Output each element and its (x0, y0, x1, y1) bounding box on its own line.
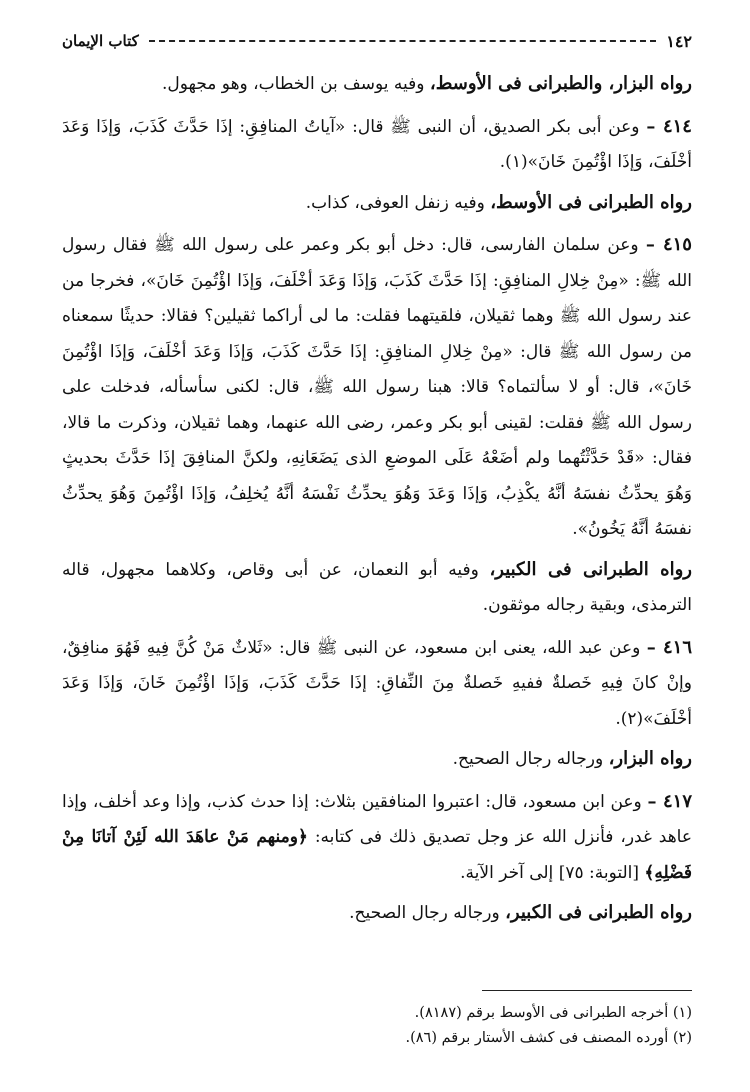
hadith-text: وعن عبد الله، يعنى ابن مسعود، عن النبى ﷺ قال: «ثَلاثٌ مَنْ كُنَّ فِيهِ فَهُوَ منافِقٌ، وإنْ كانَ فِيهِ خَصلةٌ ففيهِ خَصلةٌ مِنَ النِّفاقِ: إذَا حَدَّثَ كَذَبَ، وَإذَا اؤْتُمِنَ خَانَ، وَإذَا وَعَدَ أخْلَفَ»(٢). (62, 637, 692, 729)
page-body (62, 66, 692, 932)
hadith-417 (62, 784, 692, 892)
hadith-text: وعن ابن مسعود، قال: اعتبروا المنافقين بثلاث: إذا حدث كذب، وإذا وعد أخلف، وإذا عاهد غدر، فأنزل الله عز وجل تصديق ذلك فى كتابه: (62, 791, 692, 847)
narration-text: وفيه زنفل العوفى، كذاب. (305, 192, 491, 213)
narration-text: ورجاله رجال الصحيح. (452, 749, 609, 769)
narration-note (62, 66, 692, 103)
narration-source: رواه الطبرانى فى الكبير، (489, 558, 692, 580)
hadith-number: ٤١٦ – (646, 636, 692, 658)
page-header (62, 28, 692, 54)
narration-source: رواه الطبرانى فى الكبير، (505, 902, 692, 923)
narration-text: ورجاله رجال الصحيح. (349, 903, 506, 923)
footnote-1: (١) أخرجه الطبرانى فى الأوسط برقم (٨١٨٧). (414, 1005, 692, 1021)
hadith-415 (62, 227, 692, 548)
narration-note (62, 552, 692, 624)
narration-source: رواه البزار، (608, 748, 692, 769)
footnote-2: (٢) أورده المصنف فى كشف الأستار برقم (٨٦). (405, 1030, 692, 1046)
narration-text: وفيه أبو النعمان، عن أبى وقاص، وكلاهما مجهول، قاله الترمذى، وبقية رجاله موثقون. (62, 559, 692, 615)
narration-note (62, 895, 692, 932)
narration-source: رواه البزار، والطبرانى فى الأوسط، (429, 73, 692, 94)
header-dashed-rule (149, 40, 656, 42)
hadith-416 (62, 630, 692, 738)
narration-note (62, 185, 692, 222)
footnote-rule (482, 990, 692, 991)
book-title: كتاب الإيمان (62, 32, 139, 50)
quran-reference: [التوبة: ٧٥] إلى آخر الآية. (460, 862, 645, 883)
hadith-number: ٤١٥ – (645, 234, 692, 255)
hadith-text: وعن أبى بكر الصديق، أن النبى ﷺ قال: «آياتُ المنافِقِ: إذَا حَدَّثَ كَذَبَ، وَإذَا وَعَدَ أخْلَفَ، وَإذَا اؤْتُمِنَ خَانَ»(١). (62, 116, 692, 172)
narration-text: وفيه يوسف بن الخطاب، وهو مجهول. (161, 74, 430, 94)
footnotes (62, 990, 692, 1051)
hadith-text: وعن سلمان الفارسى، قال: دخل أبو بكر وعمر على رسول الله ﷺ فقال رسول الله ﷺ: «مِنْ خِلالِ المنافِقِ: إذَا حَدَّثَ كَذَبَ، وَإذَا وَعَدَ أخْلَفَ، وَإذَا اؤْتُمِنَ خَانَ»، فخرجا من عند رسول الله ﷺ وهما ثقيلان، فلقيتهما فقلت: ما لى أراكما ثقيلين؟ فقالا: حديثًا سمعناه من رسول الله ﷺ قال: «مِنْ خِلالِ المنافِقِ: إذَا حَدَّثَ كَذَبَ، وَإذَا وَعَدَ أخْلَفَ، وَإذَا اؤْتُمِنَ خَانَ»، قال: أو لا سألتماه؟ قالا: هبنا رسول الله ﷺ، قال: لكنى سأسأله، فدخلت على رسول الله ﷺ فقلت: لقينى أبو بكر وعمر، رضى الله عنهما، وهما ثقيلان، وذكرت ما قالا، فقال: «قَدْ حَدَّثْتُهما ولم أضَعْهُ عَلَى الموضعِ الذى يَضَعَانِهِ، ولكنَّ المنافِقَ إذَا حَدَّثَ بحديثٍ وَهُوَ يحدِّثُ نفسَهُ أنَّهُ يكْذِبُ، وَإذَا وَعَدَ وَهُوَ يحدِّثُ نَفْسَهُ أنَّهُ يُخلِفُ، وَإذَا اؤْتُمِنَ وَهُوَ يحدِّثُ نفسَهُ أنَّهُ يَخُونُ». (62, 235, 692, 539)
hadith-number: ٤١٤ – (646, 115, 692, 137)
quran-quote: ﴿ومنهم مَنْ عاهَدَ الله لَئِنْ آتانَا مِنْ فَضْلِهِ﴾ (62, 827, 692, 883)
hadith-414 (62, 109, 692, 181)
narration-source: رواه الطبرانى فى الأوسط، (490, 191, 692, 213)
narration-note (62, 741, 692, 778)
page-number: ١٤٢ (666, 31, 692, 51)
hadith-number: ٤١٧ – (647, 790, 692, 812)
